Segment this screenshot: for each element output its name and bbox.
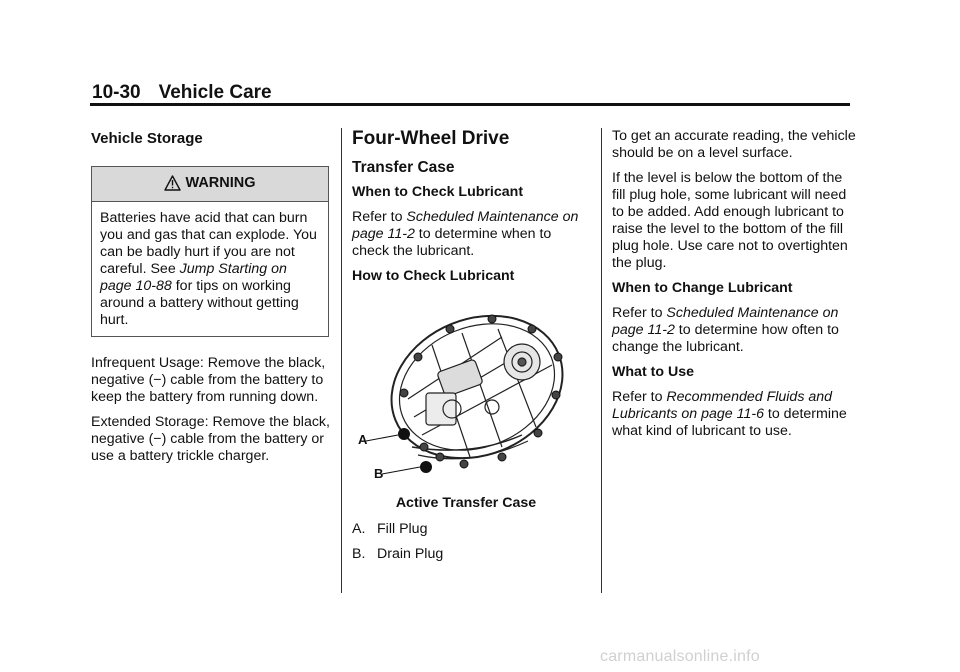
watermark: carmanualsonline.info — [600, 648, 760, 665]
what-to-use-page-ref[interactable]: Recommended Fluids and Lubricants on page 11-6 — [612, 389, 833, 422]
warning-title: WARNING — [185, 175, 256, 191]
transfer-case-subtitle: Transfer Case — [352, 159, 455, 176]
list-item: B. Drain Plug — [352, 546, 444, 562]
when-to-check-paragraph: Refer to Scheduled Maintenance on page 11-2 to determine when to check the lubricant. — [352, 209, 579, 259]
column-left — [91, 128, 331, 473]
four-wheel-drive-title: Four-Wheel Drive — [352, 128, 510, 149]
figure-label-b: B — [374, 466, 384, 481]
warning-box — [91, 166, 329, 337]
figure-caption: Active Transfer Case — [395, 495, 537, 511]
header-rule — [90, 103, 850, 106]
infrequent-usage-paragraph: Infrequent Usage: Remove the black, negative (−) cable from the battery to keep the battery from running down. — [91, 355, 326, 405]
when-to-change-paragraph: Refer to Scheduled Maintenance on page 11-2 to determine how often to change the lubricant. — [612, 305, 839, 355]
warning-header — [92, 167, 328, 202]
list-item: A. Fill Plug — [352, 521, 428, 537]
figure-label-a: A — [358, 432, 368, 447]
when-to-check-heading: When to Check Lubricant — [352, 184, 524, 200]
page-number: 10-30 — [92, 82, 141, 103]
vehicle-storage-heading: Vehicle Storage — [91, 130, 203, 147]
column-divider-left — [341, 128, 342, 593]
warning-page-ref[interactable]: Jump Starting on page 10-88 — [100, 261, 287, 294]
when-to-check-page-ref[interactable]: Scheduled Maintenance on page 11-2 — [352, 209, 579, 242]
section-title: Vehicle Care — [158, 82, 272, 103]
page-header — [92, 82, 272, 104]
fill-level-paragraph: If the level is below the bottom of the fill plug hole, some lubricant will need to be added. Add enough lubricant to raise the level to the bottom of the fill plug hole. Use care not to overtighten the plug. — [612, 170, 848, 271]
transfer-case-figure — [352, 307, 580, 487]
extended-storage-paragraph: Extended Storage: Remove the black, negative (−) cable from the battery or use a battery trickle charger. — [91, 414, 330, 464]
warning-text: Batteries have acid that can burn you and gas that can explode. You can be badly hurt if you are not careful. See Jump Starting on page 10-88 for tips on working around a battery without getting hurt. — [100, 210, 317, 328]
transfer-case-illustration — [352, 307, 580, 487]
how-to-check-heading: How to Check Lubricant — [352, 268, 515, 284]
what-to-use-paragraph: Refer to Recommended Fluids and Lubricants on page 11-6 to determine what kind of lubricant to use. — [612, 389, 847, 439]
when-to-change-page-ref[interactable]: Scheduled Maintenance on page 11-2 — [612, 305, 839, 338]
accurate-reading-paragraph: To get an accurate reading, the vehicle should be on a level surface. — [612, 128, 856, 161]
warning-triangle-icon — [164, 175, 181, 191]
column-middle — [352, 128, 580, 571]
what-to-use-heading: What to Use — [612, 364, 694, 380]
column-right — [612, 128, 857, 448]
when-to-change-heading: When to Change Lubricant — [612, 280, 793, 296]
column-divider-right — [601, 128, 602, 593]
